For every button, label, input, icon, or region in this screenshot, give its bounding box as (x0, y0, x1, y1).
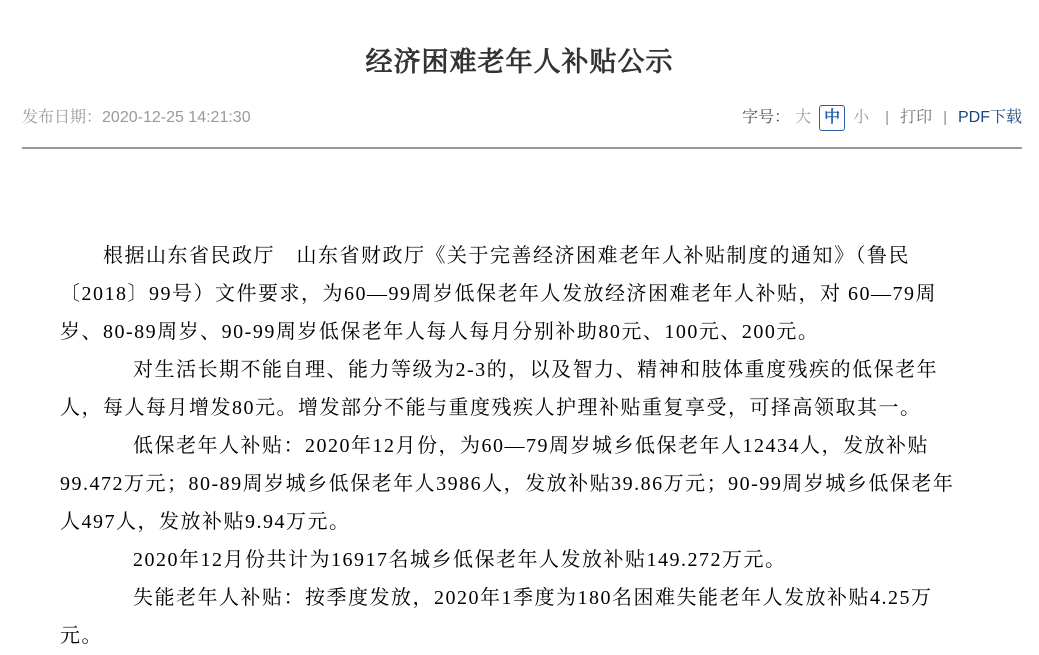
article-paragraph: 对生活长期不能自理、能力等级为2-3的，以及智力、精神和肢体重度残疾的低保老年人，每人每月增发80元。增发部分不能与重度残疾人护理补贴重复享受，可择高领取其一。 (60, 359, 939, 419)
meta-row (22, 105, 1022, 131)
header-divider (22, 147, 1022, 149)
font-size-small-button[interactable]: 小 (853, 109, 870, 126)
article-paragraph: 2020年12月份共计为16917名城乡低保老年人发放补贴149.272万元。 (133, 549, 787, 571)
toolbar-separator: | (943, 109, 947, 126)
print-button[interactable]: 打印 (900, 109, 933, 126)
publish-date-value: 2020-12-25 14:21:30 (102, 109, 251, 126)
article-paragraph: 低保老年人补贴：2020年12月份，为60—79周岁城乡低保老年人12434人，发放补贴99.472万元；80-89周岁城乡低保老年人3986人，发放补贴39.86万元；90-99周岁城乡低保老年人497人，发放补贴9.94万元。 (60, 435, 955, 533)
publish-date-label: 发布日期： (22, 109, 103, 126)
font-size-medium-button[interactable]: 中 (819, 105, 845, 131)
article-paragraph: 根据山东省民政厅 山东省财政厅《关于完善经济困难老年人补贴制度的通知》（鲁民〔2018〕99号）文件要求，为60—99周岁低保老年人发放经济困难老年人补贴，对 60—79周岁、80-89周岁、90-99周岁低保老年人每人每月分别补助80元、100元、200元。 (60, 245, 937, 343)
font-size-large-button[interactable]: 大 (795, 109, 812, 126)
publish-date (22, 106, 251, 130)
toolbar (742, 105, 1022, 131)
article-body (60, 237, 975, 655)
font-size-label: 字号： (742, 109, 791, 126)
page-title: 经济困难老年人补贴公示 (365, 47, 674, 77)
article-paragraph: 失能老年人补贴：按季度发放，2020年1季度为180名困难失能老年人发放补贴4.25万元。 (60, 587, 933, 647)
toolbar-separator: | (885, 109, 890, 126)
pdf-download-button[interactable]: PDF下载 (957, 109, 1022, 126)
